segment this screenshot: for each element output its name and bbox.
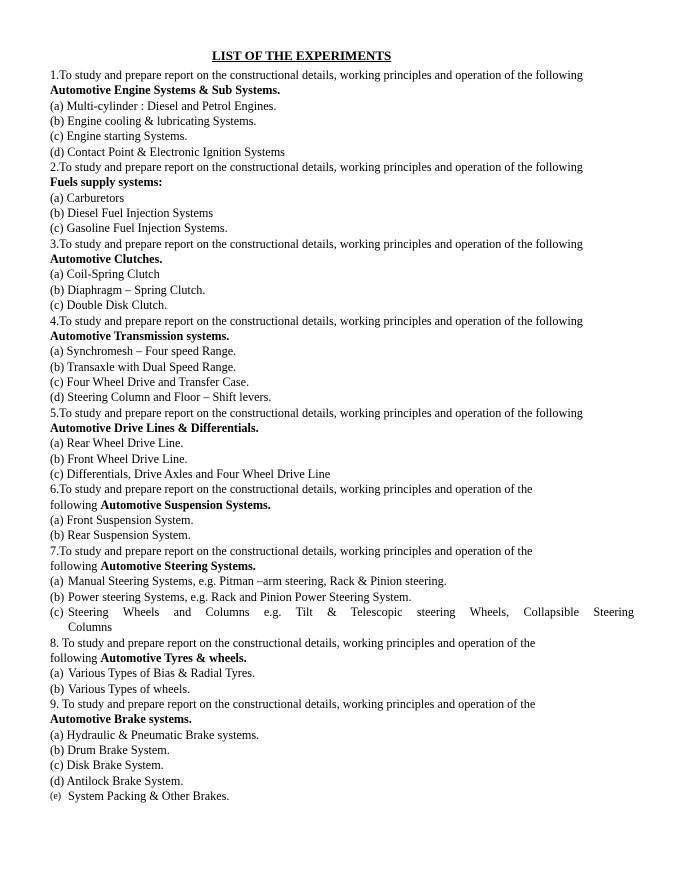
list-item: (c) Differentials, Drive Axles and Four Wheel Drive Line: [50, 466, 331, 481]
list-item: (a) Front Suspension System.: [50, 512, 194, 527]
experiment-4-intro: 4.To study and prepare report on the constructional details, working principles and operation of the following: [50, 313, 583, 328]
list-item: (c) Four Wheel Drive and Transfer Case.: [50, 374, 250, 389]
list-item: (a) Coil-Spring Clutch: [50, 267, 160, 282]
experiment-6-heading: Automotive Suspension Systems.: [100, 497, 271, 512]
list-item: (a) Rear Wheel Drive Line.: [50, 436, 184, 451]
list-item: (b) Front Wheel Drive Line.: [50, 451, 188, 466]
list-item: (b) Rear Suspension System.: [50, 528, 191, 543]
experiment-2-heading: Fuels supply systems:: [50, 175, 163, 190]
experiment-list: [50, 68, 634, 805]
list-item: (a) Various Types of Bias & Radial Tyres.: [50, 666, 256, 681]
experiment-5-heading: Automotive Drive Lines & Differentials.: [50, 420, 259, 435]
list-item-continuation: Columns: [68, 620, 113, 635]
list-item: (c) Disk Brake System.: [50, 758, 164, 773]
list-item: (c) Engine starting Systems.: [50, 129, 188, 144]
experiment-3-intro: 3.To study and prepare report on the constructional details, working principles and operation of the following: [50, 236, 583, 251]
experiment-2-intro: 2.To study and prepare report on the constructional details, working principles and operation of the following: [50, 160, 583, 175]
list-item: (d) Antilock Brake System.: [50, 773, 184, 788]
list-item: (b) Diesel Fuel Injection Systems: [50, 206, 214, 221]
list-item: (b) Transaxle with Dual Speed Range.: [50, 359, 237, 374]
experiment-1-intro: 1.To study and prepare report on the constructional details, working principles and operation of the following: [50, 68, 583, 82]
experiment-7-heading-line: following Automotive Steering Systems.: [50, 559, 256, 573]
list-item: (b) Diaphragm – Spring Clutch.: [50, 282, 206, 297]
list-item: (b) Drum Brake System.: [50, 743, 170, 758]
page-title: LIST OF THE EXPERIMENTS: [212, 48, 392, 63]
experiment-9-intro: 9. To study and prepare report on the constructional details, working principles and operation of the: [50, 697, 536, 712]
experiment-1-heading: Automotive Engine Systems & Sub Systems.: [50, 83, 281, 98]
experiment-7-heading: Automotive Steering Systems.: [100, 559, 256, 573]
list-item: (a) Multi-cylinder : Diesel and Petrol Engines.: [50, 98, 277, 113]
experiment-8-intro: 8. To study and prepare report on the constructional details, working principles and operation of the: [50, 635, 536, 650]
list-item: (a) Carburetors: [50, 190, 125, 205]
list-item: (a) Manual Steering Systems, e.g. Pitman –arm steering, Rack & Pinion steering.: [50, 574, 447, 589]
list-item: (c) Double Disk Clutch.: [50, 298, 168, 313]
experiment-4-heading: Automotive Transmission systems.: [50, 328, 230, 343]
experiment-7-intro: 7.To study and prepare report on the constructional details, working principles and operation of the: [50, 543, 533, 558]
list-item: (a) Synchromesh – Four speed Range.: [50, 344, 237, 359]
experiment-5-intro: 5.To study and prepare report on the constructional details, working principles and operation of the following: [50, 405, 583, 420]
list-item: (b) Power steering Systems, e.g. Rack and Pinion Power Steering System.: [50, 589, 412, 604]
experiment-3-heading: Automotive Clutches.: [50, 252, 163, 267]
list-item: (b) Various Types of wheels.: [50, 681, 191, 696]
experiment-6-intro: 6.To study and prepare report on the constructional details, working principles and operation of the: [50, 482, 533, 497]
list-item: (a) Hydraulic & Pneumatic Brake systems.: [50, 727, 260, 742]
list-item: (d) Contact Point & Electronic Ignition Systems: [50, 144, 285, 159]
list-item: (b) Engine cooling & lubricating Systems.: [50, 114, 257, 129]
experiment-8-heading: Automotive Tyres & wheels.: [100, 651, 247, 666]
experiment-9-heading: Automotive Brake systems.: [50, 712, 192, 727]
experiment-8-heading-line: following Automotive Tyres & wheels.: [50, 651, 247, 666]
list-item: (d) Steering Column and Floor – Shift levers.: [50, 390, 272, 405]
experiment-6-heading-line: following Automotive Suspension Systems.: [50, 497, 271, 512]
list-item: (c) Gasoline Fuel Injection Systems.: [50, 221, 228, 236]
list-item: (e) System Packing & Other Brakes.: [50, 789, 230, 804]
list-item: (c) Steering Wheels and Columns e.g. Tilt & Telescopic steering Wheels, Collapsible Steering: [50, 605, 634, 620]
